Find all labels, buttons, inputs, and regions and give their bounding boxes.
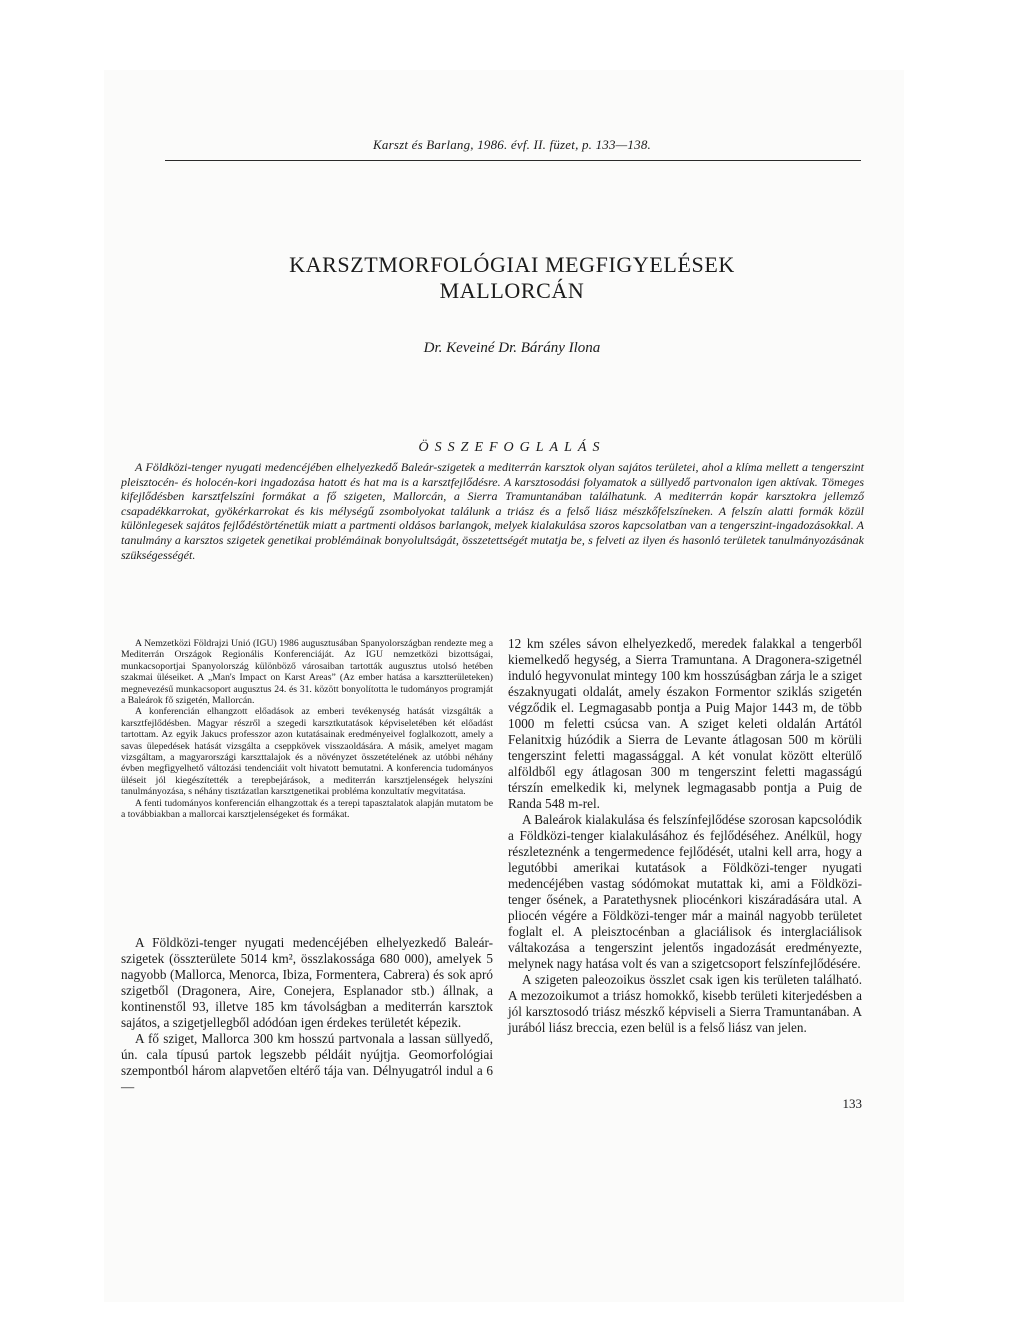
body-paragraph: A szigeten paleozoikus összlet csak igen kis területen található. A mezozoikumot a triász homokkő, kisebb területi kiterjedésben a jól karsztosodó triász mészkő képviseli a Sierra Tramuntanában. A jurából liász breccia, ezen belül is a felső liász van jelen. [508,972,862,1035]
body-left-column [121,935,493,1095]
page-number: 133 [842,1096,862,1111]
article-title [0,252,1024,304]
author: Dr. Keveiné Dr. Bárány Ilona [423,340,601,356]
header-rule [165,160,861,161]
intro-paragraph: A konferencián elhangzott előadások az emberi tevékenység hatását vizsgálták a karsztfejlődésben. Magyar részről a szegedi karsztkutatások képviseletében két előadást tartottam. Az egyik Jakucs professzor azon kutatásainak eredményeivel foglalkozott, amely a savas ülepedések hatását vizsgálta a cseppkövek visszaoldására. A másik, amelyet magam vizsgáltam, a magyarországi karszttalajok és a növényzet összetételének az utóbbi néhány évben megfigyelhető változási tendenciáit volt hivatott bemutatni. A konferencia tudományos üléseit jól kiegészítették a terepbejárások, a mediterrán karsztjelenségek helyszíni tanulmányozása, s néhány tisztázatlan karsztgenetikai probléma konzultatív megvitatása. [121,706,493,798]
summary-text: A Földközi-tenger nyugati medencéjében elhelyezkedő Baleár-szigetek a mediterrán karsztok olyan sajátos területei, ahol a klíma mellett a tengerszint pleisztocén- és holocén-kori ingadozása hatott és hat ma is a karsztfejlődésre. A karsztosodási folyamatok a süllyedő partvonalon igen aktívak. Tömeges kifejlődésben karsztfelszíni formákat a fő szigeten, Mallorcán, a Sierra Tramuntanában találhatunk. A mediterrán kopár karsztokra jellemző csapadékkarrokat, gyökérkarrokat és kis mélységű zsombolyokat találunk a triász és a felső liász mészkőfelszíneken. A felszín alatti formák közül különlegesek sajátos fejlődéstörténetük miatt a partmenti oldásos barlangok, melyek kialakulása szoros kapcsolatban van a tengerszint-ingadozásokkal. A tanulmány a karsztos szigetek genetikai problémáinak bonyolultságát, összetettségét mutatja be, s felveti az ilyen és hasonló területek tanulmányozásának szükségességét. [121,460,864,562]
summary-heading: ÖSSZEFOGLALÁS [418,440,606,455]
intro-paragraph: A Nemzetközi Földrajzi Unió (IGU) 1986 augusztusában Spanyolországban rendezte meg a Mediterrán Országok Regionális Konferenciáját. Az IGU nemzetközi bizottságai, munkacsoportjai Spanyolország különböző városaiban tartották augusztus utolsó hetében szakmai üléseiket. A „Man's Impact on Karst Areas” (Az ember hatása a karsztterületeken) megnevezésű munkacsoport augusztus 24. és 31. között bonyolította le tudományos programját a Baleárok fő szigetén, Mallorcán. [121,638,493,707]
intro-paragraph: A fenti tudományos konferencián elhangzottak és a terepi tapasztalatok alapján mutatom be a továbbiakban a mallorcai karsztjelenségeket és formákat. [121,797,493,821]
article-title-line-2: MALLORCÁN [439,278,585,303]
body-paragraph: A Baleárok kialakulása és felszínfejlődése szorosan kapcsolódik a Földközi-tenger kialakulásához és fejlődéséhez. Anélkül, hogy részleteznénk a tengermedence fejlődését, utalni kell arra, hogy a legutóbbi amerikai kutatások a Földközi-tenger nyugati medencéjében vastag sódómokat mutattak ki, ami a Földközi-tenger ősének, a Paratethysnek pliocénkori kiszáradására utal. A pliocén végére a Földközi-tenger már a mainál nagyobb területet foglalt el. A pleisztocénban a glaciálisok és interglaciálisok váltakozása a tengerszint jelentős ingadozását eredményezte, melynek nagy hatása volt és van a szigetcsoport felszínfejlődésére. [508,812,862,971]
body-paragraph: A fő sziget, Mallorca 300 km hosszú partvonala a lassan süllyedő, ún. cala típusú partok legszebb példáit nyújtja. Geomorfológiai szempontból három alapvetően eltérő tája van. Délnyugatról indul a 6— [121,1031,493,1094]
body-paragraph: 12 km széles sávon elhelyezkedő, meredek falakkal a tengerből kiemelkedő hegység, a Sierra Tramuntana. A Dragonera-szigetnél induló hegyvonulat mintegy 100 km hosszúságban zárja le a sziget északnyugati oldalát, amely északon Formentor sziklás szigetén végződik el. Legmagasabb pontja a Puig Major 1443 m, de több 1000 m feletti csúcsa van. A sziget keleti oldalán Artától Felanitxig húzódik a Sierra de Levante átlagosan 500 m körüli tengerszint feletti magassággal. A két vonulat között elterülő alföldből egy átlagosan 300 m tengerszint feletti magasságú térszín emelkedik ki, melynek legmagasabb pontja a Puig de Randa 548 m-rel. [508,636,862,811]
article-title-line-1: KARSZTMORFOLÓGIAI MEGFIGYELÉSEK [289,252,735,277]
intro-small-print [121,638,493,821]
running-head: Karszt és Barlang, 1986. évf. II. füzet, p. 133—138. [373,137,651,152]
body-right-column [508,636,862,1036]
body-paragraph: A Földközi-tenger nyugati medencéjében elhelyezkedő Baleár-szigetek (összterülete 5014 km², összlakossága 680 000), amelyek 5 nagyobb (Mallorca, Menorca, Ibiza, Formentera, Cabrera) és sok apró szigetből (Dragonera, Aire, Conejera, Esplanador stb.) állnak, a kontinenstől 93, illetve 185 km távolságban a mediterrán karsztok sajátos, a szigetjellegből adódóan igen érdekes területét képezik. [121,935,493,1030]
